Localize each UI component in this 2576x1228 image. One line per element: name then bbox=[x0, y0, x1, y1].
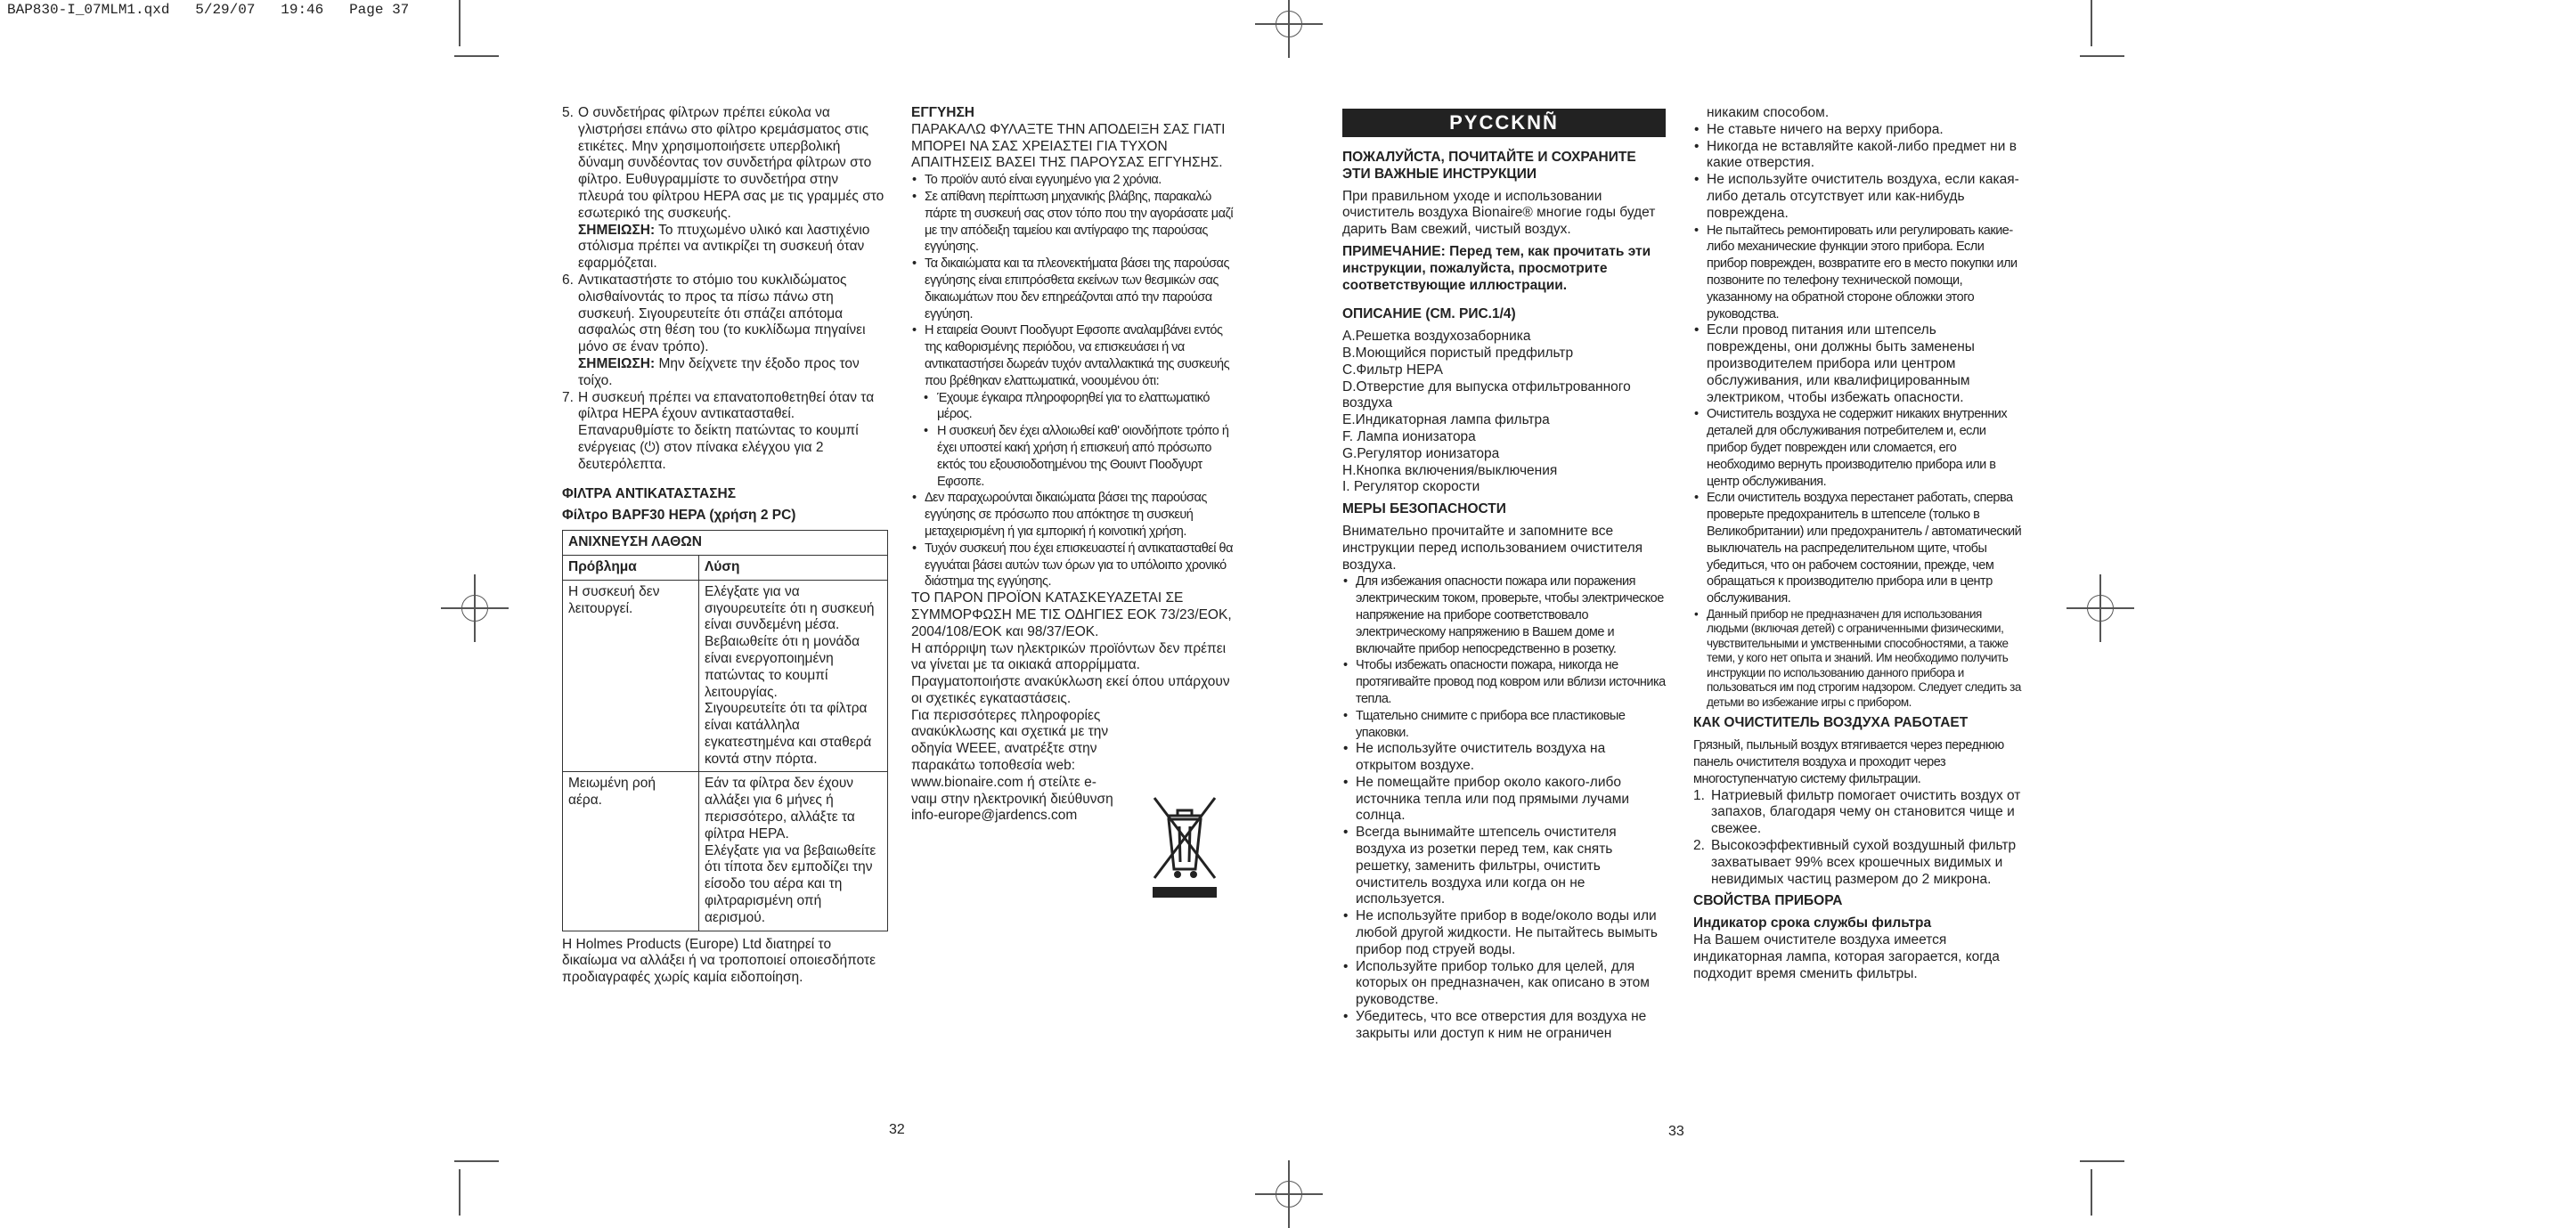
troubleshooting-table bbox=[562, 530, 888, 931]
problem-cell: Μειωμένη ροή αέρα. bbox=[563, 772, 699, 931]
solution-cell: Ελέγξατε για να σιγουρευτείτε ότι η συσκευή είναι συνδεμένη μέσα. Βεβαιωθείτε ότι η μονάδα είναι ενεργοποιημένη πατώντας το κουμπί λειτουργίας. Σιγουρευτείτε ότι τα φίλτρα είναι κατάλληλα εγκατεστημένα και σταθερά κοντά στην πόρτα. bbox=[699, 580, 888, 772]
table-row bbox=[563, 580, 888, 772]
language-banner: PYCCKNÑ bbox=[1342, 109, 1666, 137]
web-address-cont: ναιμ στην ηλεκτρονική διεύθυνση bbox=[911, 791, 1113, 807]
list-item: • Тщательно снимите с прибора все пластиковые упаковки. bbox=[1342, 708, 1666, 742]
list-item: • Σε απίθανη περίπτωση μηχανικής βλάβης, παρακαλώ πάρτε τη συσκευή σας στον τόπο που την αγοράσατε μαζί με την απόδειξη ταμείου και αντίγραφο της παρούσας εγγύησης. bbox=[911, 189, 1241, 256]
conformity-statement: ΤΟ ΠΑΡΟΝ ΠΡΟΪΟΝ ΚΑΤΑΣΚΕΥΑΖΕΤΑΙ ΣΕ ΣΥΜΜΟΡΦΩΣΗ ΜΕ ΤΙΣ ΟΔΗΓΙΕΣ ΕΟΚ 73/23/ΕΟΚ, 2004/108/ΕΟΚ και 98/37/ΕΟΚ. bbox=[911, 590, 1232, 639]
warranty-heading: ΕΓΓΥΗΣΗ bbox=[911, 105, 974, 120]
registration-mark-top bbox=[1276, 11, 1302, 37]
list-item: • Η συσκευή δεν έχει αλλοιωθεί καθ' οιονδήποτε τρόπο ή έχει υποστεί κακή χρήση ή επισκευή από πρόσωπο εκτός του εξουσιοδοτημένου της Θουιντ Ποοδγυρτ Εφσοπε. bbox=[911, 423, 1241, 490]
how-it-works-heading: КАК ОЧИСТИТЕЛЬ ВОЗДУХА РАБОТАЕТ bbox=[1693, 715, 1969, 731]
description-heading: ОПИСАНИЕ (СМ. РИС.1/4) bbox=[1342, 306, 1516, 322]
list-item: • Не используйте очиститель воздуха, если какая-либо деталь отсутствует или как-нибудь повреждена. bbox=[1693, 172, 2023, 222]
list-item: G.Регулятор ионизатора bbox=[1342, 445, 1500, 461]
crop-mark bbox=[459, 1169, 461, 1216]
registration-mark-right bbox=[2087, 595, 2114, 622]
please-read-heading: ПОЖАЛУЙСТА, ПОЧИТАЙТЕ И СОХРАНИТЕ ЭТИ ВАЖНЫЕ ИНСТРУКЦИИ bbox=[1342, 150, 1636, 182]
safety-intro: Внимательно прочитайте и запомните все инструкции перед использованием очистителя воздуха. bbox=[1342, 523, 1643, 573]
safety-heading: МЕРЫ БЕЗОПАСНОСТИ bbox=[1342, 501, 1506, 517]
solution-cell: Εάν τα φίλτρα δεν έχουν αλλάξει για 6 μήνες ή περισσότερο, αλλάξτε τα φίλτρα HEPA. Ελέγξατε για να βεβαιωθείτε ότι τίποτα δεν εμποδίζει την είσοδο του αέρα και τη φιλτραρισμένη οπή αερισμού. bbox=[699, 772, 888, 931]
list-item: 1. Натриевый фильтр помогает очистить воздух от запахов, благодаря чему он становится чище и свежее. bbox=[1693, 787, 2021, 837]
step-7: 7. Η συσκευή πρέπει να επανατοποθετηθεί όταν τα φίλτρα HEPA έχουν αντικατασταθεί. Επαναρυθμίστε το δείκτη πατώντας το κουμπί ενέργειας (⏻) στον πίνακα ελέγχου για 2 δευτερόλεπτα. bbox=[562, 389, 875, 472]
list-item: • Η εταιρεία Θουιντ Ποοδγυρτ Εφσοπε αναλαμβάνει εντός της καθορισμένης περιόδου, να επισκευάσει ή να αντικαταστήσει δωρεάν τυχόν ανταλλακτικά της συσκευής που βρέθηκαν ελαττωματικά, νοουμένου ότι: bbox=[911, 322, 1241, 389]
crop-mark bbox=[2091, 1169, 2092, 1216]
registration-mark-bottom bbox=[1276, 1181, 1302, 1208]
list-item: • Очиститель воздуха не содержит никаких внутренних деталей для обслуживания потребителем и, если прибор будет поврежден или сломается, его необходимо вернуть производителю прибора или в центр обслуживания. bbox=[1693, 406, 2023, 490]
list-item: I. Регулятор скорости bbox=[1342, 479, 1480, 495]
table-row bbox=[563, 772, 888, 931]
table-title: ΑΝΙΧΝΕΥΣΗ ΛΑΘΩΝ bbox=[563, 531, 888, 556]
crop-mark bbox=[454, 55, 499, 57]
list-item: B.Моющийся пористый предфильтр bbox=[1342, 345, 1574, 361]
list-item: • Не ставьте ничего на верху прибора. bbox=[1693, 122, 2023, 139]
list-item: • Не помещайте прибор около какого-либо источника тепла или под прямыми лучами солнца. bbox=[1342, 775, 1666, 825]
list-item: C.Фильтр HEPA bbox=[1342, 362, 1443, 378]
filter-indicator-text: На Вашем очистителе воздуха имеется индикаторная лампа, которая загорается, когда подходит время сменить фильтры. bbox=[1693, 931, 2000, 981]
filter-model: Φίλτρο BAPF30 HEPA (χρήση 2 PC) bbox=[562, 508, 796, 524]
list-item: D.Отверстие для выпуска отфильтрованного воздуха bbox=[1342, 378, 1631, 411]
print-slug: BAP830-I_07MLM1.qxd 5/29/07 19:46 Page 37 bbox=[7, 2, 410, 18]
list-item: • Если провод питания или штепсель повреждены, они должны быть заменены производителем прибора или центром обслуживания, или квалифицированным электриком, чтобы избежать опасности. bbox=[1693, 322, 2023, 406]
continued-text: никаким способом. bbox=[1707, 105, 1830, 120]
note-1: ΣΗΜΕΙΩΣΗ: Το πτυχωμένο υλικό και λαστιχένιο στόλισμα πρέπει να αντικρίζει τη συσκευή όταν εφαρμόζεται. bbox=[578, 222, 870, 272]
crop-mark bbox=[2091, 0, 2092, 46]
list-item: • Если очиститель воздуха перестанет работать, сперва проверьте предохранитель в штепселе (только в Великобритании) или предохранитель / автоматический выключатель на распределительном щите, чтобы убедиться, что он рабочем состоянии, прежде, чем обращаться к производителю прибора или в центр обслуживания. bbox=[1693, 490, 2023, 607]
list-item: • Убедитесь, что все отверстия для воздуха не закрыты или доступ к ним не ограничен bbox=[1342, 1009, 1666, 1043]
list-item: • Чтобы избежать опасности пожара, никогда не протягивайте провод под ковром или вблизи источника тепла. bbox=[1342, 657, 1666, 707]
web-address[interactable]: www.bionaire.com ή στείλτε e- bbox=[911, 774, 1096, 790]
list-item: • Используйте прибор только для целей, для которых он предназначен, как описано в этом руководстве. bbox=[1342, 959, 1666, 1009]
list-item: A.Решетка воздухозаборника bbox=[1342, 329, 1531, 345]
filters-heading: ΦΙΛΤΡΑ ΑΝΤΙΚΑΤΑΣΤΑΣΗΣ bbox=[562, 485, 737, 501]
crop-mark bbox=[454, 1160, 499, 1162]
russian-column-2 bbox=[1693, 105, 2023, 982]
features-heading: СВОЙСТВА ПРИБОРА bbox=[1693, 893, 1843, 909]
how-it-works-intro: Грязный, пыльный воздух втягивается через переднюю панель очистителя воздуха и проходит через многоступенчатую систему фильтрации. bbox=[1693, 738, 2004, 786]
list-item: • Всегда вынимайте штепсель очистителя воздуха из розетки перед тем, как снять решетку, заменить фильтры, очистить очиститель воздуха или когда он не используется. bbox=[1342, 825, 1666, 908]
column-header-problem: Πρόβλημα bbox=[563, 555, 699, 580]
note-text: ПРИМЕЧАНИЕ: Перед тем, как прочитать эти инструкции, пожалуйста, просмотрите соответствующие иллюстрации. bbox=[1342, 243, 1651, 293]
holmes-note: Η Holmes Products (Europe) Ltd διατηρεί το δικαίωμα να αλλάξει ή να τροποποιεί οποιεσδήποτε προδιαγραφές χωρίς καμία ειδοποίηση. bbox=[562, 936, 876, 986]
intro-text: При правильном уходе и использовании очиститель воздуха Bionaire® многие годы будет дарить Вам свежий, чистый воздух. bbox=[1342, 188, 1656, 238]
list-item: H.Кнопка включения/выключения bbox=[1342, 462, 1558, 478]
step-6: 6. Αντικαταστήστε το στόμιο του κυκλιδώματος ολισθαίνοντάς το προς τα πίσω πάνω στη συσκευή. Σιγουρευτείτε ότι σπάζει απότομα ασφαλώς στη θέση του (το κυκλίδωμα πηγαίνει μόνο σε έναν τρόπο). bbox=[562, 272, 866, 355]
list-item: • Никогда не вставляйте какой-либо предмет ни в какие отверстия. bbox=[1693, 139, 2023, 173]
greek-column-2 bbox=[911, 105, 1241, 825]
greek-column-1 bbox=[562, 105, 888, 987]
email-address[interactable]: info-europe@jardencs.com bbox=[911, 808, 1078, 824]
list-item: E.Индикаторная лампа фильтра bbox=[1342, 412, 1550, 428]
weee-info: Για περισσότερες πληροφορίες ανακύκλωσης και σχετικά με την οδηγία WEEE, ανατρέξτε στην παρακάτω τοποθεσία web: bbox=[911, 707, 1109, 774]
list-item: • Не пытайтесь ремонтировать или регулировать какие-либо механические функции этого прибора. Если прибор поврежден, возвратите его в место покупки или позвоните по телефону технической помощи, указанному на обратной стороне обложки этого руководства. bbox=[1693, 223, 2023, 323]
problem-cell: Η συσκευή δεν λειτουργεί. bbox=[563, 580, 699, 772]
page-number-right: 33 bbox=[1668, 1124, 1684, 1139]
list-item: • Не используйте прибор в воде/около воды или любой другой жидкости. Не пытайтесь вымыть прибор под струей воды. bbox=[1342, 908, 1666, 958]
list-item: F. Лампа ионизатора bbox=[1342, 428, 1476, 444]
note-2: ΣΗΜΕΙΩΣΗ: Μην δείχνετε την έξοδο προς τον τοίχο. bbox=[578, 355, 860, 388]
page-number-left: 32 bbox=[889, 1122, 905, 1137]
list-item: • Данный прибор не предназначен для использования людьми (включая детей) с ограниченными физическими, чувствительными и умственными способностями, а также теми, у кого нет опыта и знаний. Им необходимо получить инструкции по использованию данного прибора и пользоваться им под строгим надзором. Следует следить за детьми во избежание игры с прибором. bbox=[1693, 607, 2023, 711]
list-item: • Το προϊόν αυτό είναι εγγυημένο για 2 χρόνια. bbox=[911, 172, 1241, 189]
filter-indicator-heading: Индикатор срока службы фильтра bbox=[1693, 915, 1932, 931]
registration-mark-left bbox=[461, 595, 488, 622]
list-item: 2. Высокоэффективный сухой воздушный фильтр захватывает 99% всех крошечных видимых и невидимых частиц размером до 2 микрона. bbox=[1693, 837, 2017, 887]
keep-receipt-note: ΠΑΡΑΚΑΛΩ ΦΥΛΑΞΤΕ ΤΗΝ ΑΠΟΔΕΙΞΗ ΣΑΣ ΓΙΑΤΙ ΜΠΟΡΕΙ ΝΑ ΣΑΣ ΧΡΕΙΑΣΤΕΙ ΓΙΑ ΤΥΧΟΝ ΑΠΑΙΤΗΣΕΙΣ ΒΑΣΕΙ ΤΗΣ ΠΑΡΟΥΣΑΣ ΕΓΓΥΗΣΗΣ. bbox=[911, 121, 1226, 171]
russian-column-1 bbox=[1342, 109, 1666, 1043]
crop-mark bbox=[459, 0, 461, 46]
column-header-solution: Λύση bbox=[699, 555, 888, 580]
crop-mark bbox=[2080, 55, 2124, 57]
disposal-note: Η απόρριψη των ηλεκτρικών προϊόντων δεν πρέπει να γίνεται με τα οικιακά απορρίμματα. Πραγματοποιήστε ανακύκλωση εκεί όπου υπάρχουν οι σχετικές εγκαταστάσεις. bbox=[911, 640, 1230, 706]
list-item: • Έχουμε έγκαιρα πληροφορηθεί για το ελαττωματικό μέρος. bbox=[911, 390, 1241, 424]
list-item: • Τυχόν συσκευή που έχει επισκευαστεί ή αντικατασταθεί θα εγγυάται βάσει αυτών των όρων για το υπόλοιπο χρονικό διάστημα της εγγύησης. bbox=[911, 541, 1241, 590]
list-item: • Δεν παραχωρούνται δικαιώματα βάσει της παρούσας εγγύησης σε πρόσωπο που απόκτησε τη συσκευή μεταχειρισμένη ή για εμπορική ή κοινοτική χρήση. bbox=[911, 490, 1241, 540]
list-item: • Не используйте очиститель воздуха на открытом воздухе. bbox=[1342, 741, 1666, 775]
list-item: • Τα δικαιώματα και τα πλεονεκτήματα βάσει της παρούσας εγγύησης είναι επιπρόσθετα εκείνων των θεσμικών σας δικαιωμάτων που δεν επηρεάζονται από την παρούσα εγγύηση. bbox=[911, 256, 1241, 322]
step-5: 5. Ο συνδετήρας φίλτρων πρέπει εύκολα να γλιστρήσει επάνω στο φίλτρο κρεμάσματος στις ετικέτες. Μην χρησιμοποιήσετε υπερβολική δύναμη συνδέοντας τον συνδετήρα φίλτρων στο φίλτρο. Ευθυγραμμίστε το συνδετήρα στην πλευρά του φίλτρου HEPA σας με τις γραμμές στο εσωτερικό της συσκευής. bbox=[562, 105, 884, 221]
weee-bin-icon bbox=[1147, 793, 1222, 903]
crop-mark bbox=[2080, 1160, 2124, 1162]
list-item: • Для избежания опасности пожара или поражения электрическим током, проверьте, чтобы электрическое напряжение на приборе соответствовало электрическому напряжению в Вашем доме и включайте прибор непосредственно в розетку. bbox=[1342, 573, 1666, 657]
